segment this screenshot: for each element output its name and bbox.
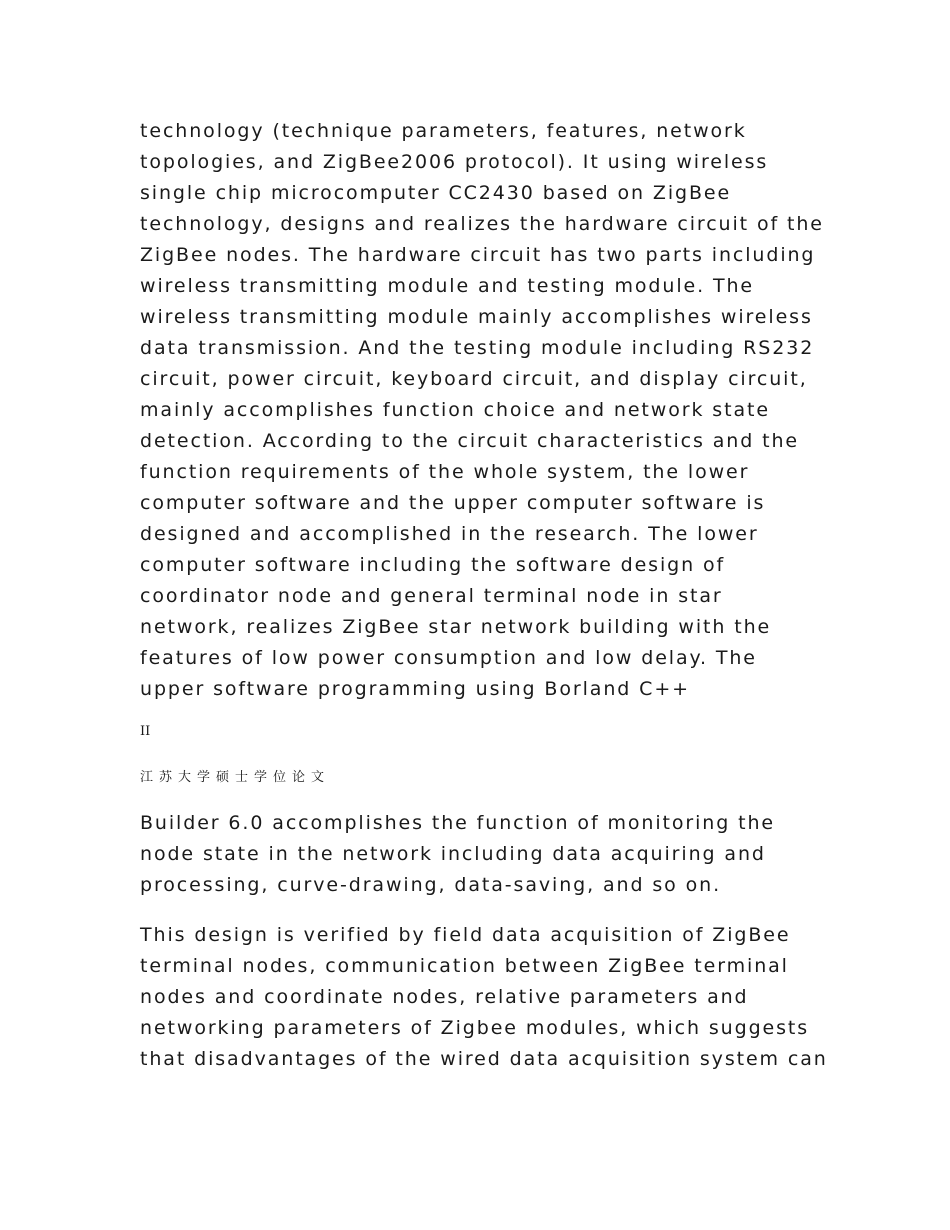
text-line: circuit, power circuit, keyboard circuit, and display circuit, — [140, 368, 808, 390]
text-line: features of low power consumption and low delay. The — [140, 647, 757, 669]
text-line: node state in the network including data acquiring and — [140, 843, 766, 865]
text-line: single chip microcomputer CC2430 based on ZigBee — [140, 182, 732, 204]
text-line: data transmission. And the testing module including RS232 — [140, 337, 815, 359]
body-paragraph — [140, 920, 830, 1075]
text-line: that disadvantages of the wired data acquisition system can — [140, 1048, 828, 1070]
text-line: detection. According to the circuit characteristics and the — [140, 430, 799, 452]
text-line: upper software programming using Borland C++ — [140, 678, 690, 700]
text-line: technology (technique parameters, features, network — [140, 120, 747, 142]
page-number: II — [140, 724, 151, 739]
text-line: This design is verified by field data acquisition of ZigBee — [140, 924, 791, 946]
body-paragraph-continued — [140, 116, 830, 705]
running-header: 江苏大学硕士学位论文 — [140, 770, 331, 785]
text-line: coordinator node and general terminal node in star — [140, 585, 723, 607]
text-line: designed and accomplished in the research. The lower — [140, 523, 759, 545]
text-line: terminal nodes, communication between ZigBee terminal — [140, 955, 789, 977]
text-line: wireless transmitting module and testing module. The — [140, 275, 755, 297]
text-line: computer software including the software design of — [140, 554, 726, 576]
text-line: Builder 6.0 accomplishes the function of monitoring the — [140, 812, 776, 834]
text-line: network, realizes ZigBee star network building with the — [140, 616, 772, 638]
body-paragraph — [140, 808, 830, 901]
text-line: topologies, and ZigBee2006 protocol). It using wireless — [140, 151, 769, 173]
text-line: ZigBee nodes. The hardware circuit has two parts including — [140, 244, 816, 266]
text-line: mainly accomplishes function choice and network state — [140, 399, 770, 421]
text-line: processing, curve-drawing, data-saving, and so on. — [140, 874, 722, 896]
text-line: computer software and the upper computer software is — [140, 492, 766, 514]
text-line: technology, designs and realizes the hardware circuit of the — [140, 213, 824, 235]
text-line: function requirements of the whole system, the lower — [140, 461, 750, 483]
text-line: wireless transmitting module mainly accomplishes wireless — [140, 306, 813, 328]
text-line: networking parameters of Zigbee modules, which suggests — [140, 1017, 810, 1039]
text-line: nodes and coordinate nodes, relative parameters and — [140, 986, 749, 1008]
